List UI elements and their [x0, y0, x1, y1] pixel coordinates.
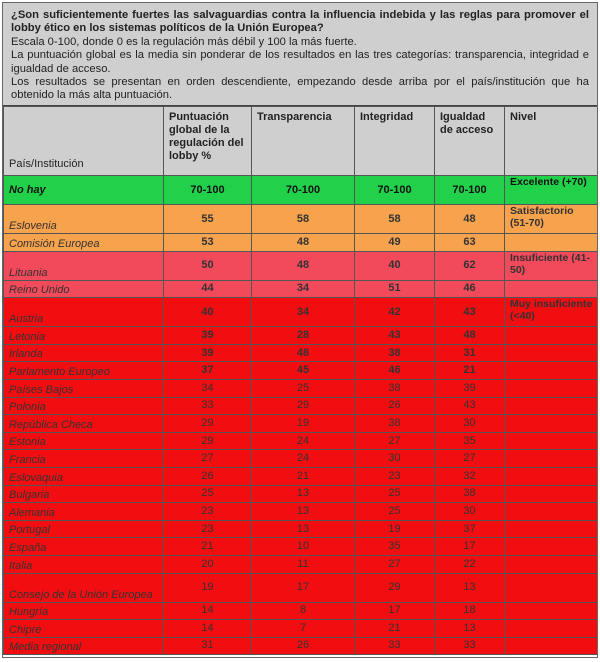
level-cell — [505, 280, 599, 298]
integrity-cell: 70-100 — [355, 176, 435, 205]
transparency-cell: 10 — [252, 538, 355, 556]
table-row — [4, 176, 599, 205]
table-row — [4, 234, 599, 252]
global-cell: 26 — [164, 467, 252, 485]
country-cell: Italia — [4, 555, 164, 573]
transparency-cell: 58 — [252, 205, 355, 234]
table-row — [4, 485, 599, 503]
equality-cell: 33 — [435, 637, 505, 655]
header-country: País/Institución — [4, 107, 164, 176]
integrity-cell: 49 — [355, 234, 435, 252]
integrity-cell: 25 — [355, 503, 435, 521]
equality-cell: 63 — [435, 234, 505, 252]
header-integrity: Integridad — [355, 107, 435, 176]
country-cell: República Checa — [4, 415, 164, 433]
level-cell: Insuficiente (41-50) — [505, 251, 599, 280]
transparency-cell: 21 — [252, 467, 355, 485]
global-cell: 20 — [164, 555, 252, 573]
global-cell: 33 — [164, 397, 252, 415]
global-cell: 29 — [164, 432, 252, 450]
question-text: ¿Son suficientemente fuertes las salvaguardias contra la influencia indebida y las reglas para promover el lobby ético en los sistemas políticos de la Unión Europea? — [11, 9, 589, 35]
table-row — [4, 362, 599, 380]
country-cell: Portugal — [4, 520, 164, 538]
equality-cell: 32 — [435, 467, 505, 485]
global-cell: 55 — [164, 205, 252, 234]
global-cell: 31 — [164, 637, 252, 655]
country-cell: Reino Unido — [4, 280, 164, 298]
integrity-cell: 27 — [355, 432, 435, 450]
integrity-cell: 46 — [355, 362, 435, 380]
transparency-cell: 70-100 — [252, 176, 355, 205]
table-row — [4, 467, 599, 485]
country-cell: Polonia — [4, 397, 164, 415]
transparency-cell: 11 — [252, 555, 355, 573]
equality-cell: 30 — [435, 415, 505, 433]
level-cell — [505, 573, 599, 602]
scale-text: Escala 0-100, donde 0 es la regulación más débil y 100 la más fuerte. — [11, 35, 357, 48]
table-row — [4, 637, 599, 655]
global-cell: 40 — [164, 298, 252, 327]
document-page — [2, 2, 598, 658]
global-cell: 14 — [164, 602, 252, 620]
header-equality: Igualdad de acceso — [435, 107, 505, 176]
table-row — [4, 573, 599, 602]
country-cell: Hungría — [4, 602, 164, 620]
global-cell: 39 — [164, 344, 252, 362]
equality-cell: 35 — [435, 432, 505, 450]
transparency-cell: 8 — [252, 602, 355, 620]
integrity-cell: 19 — [355, 520, 435, 538]
global-cell: 53 — [164, 234, 252, 252]
integrity-cell: 51 — [355, 280, 435, 298]
table-row — [4, 251, 599, 280]
equality-cell: 48 — [435, 205, 505, 234]
integrity-cell: 30 — [355, 450, 435, 468]
global-cell: 37 — [164, 362, 252, 380]
level-cell — [505, 450, 599, 468]
country-cell: Países Bajos — [4, 379, 164, 397]
table-row — [4, 555, 599, 573]
country-cell: Media regional — [4, 637, 164, 655]
transparency-cell: 34 — [252, 298, 355, 327]
level-cell — [505, 415, 599, 433]
transparency-cell: 45 — [252, 362, 355, 380]
country-cell: Bulgaria — [4, 485, 164, 503]
global-cell: 39 — [164, 327, 252, 345]
equality-cell: 43 — [435, 397, 505, 415]
header-level: Nivel — [505, 107, 599, 176]
level-cell — [505, 555, 599, 573]
integrity-cell: 29 — [355, 573, 435, 602]
equality-cell: 22 — [435, 555, 505, 573]
transparency-cell: 48 — [252, 251, 355, 280]
transparency-cell: 34 — [252, 280, 355, 298]
transparency-cell: 24 — [252, 432, 355, 450]
transparency-cell: 29 — [252, 397, 355, 415]
level-cell: Muy insuficiente (<40) — [505, 298, 599, 327]
country-cell: Irlanda — [4, 344, 164, 362]
global-cell: 14 — [164, 620, 252, 638]
integrity-cell: 38 — [355, 344, 435, 362]
global-cell: 29 — [164, 415, 252, 433]
integrity-cell: 38 — [355, 379, 435, 397]
transparency-cell: 19 — [252, 415, 355, 433]
level-cell — [505, 503, 599, 521]
country-cell: Parlamento Europeo — [4, 362, 164, 380]
table-body — [4, 176, 599, 655]
level-cell — [505, 485, 599, 503]
country-cell: Letonia — [4, 327, 164, 345]
equality-cell: 38 — [435, 485, 505, 503]
transparency-cell: 26 — [252, 637, 355, 655]
table-row — [4, 379, 599, 397]
integrity-cell: 42 — [355, 298, 435, 327]
country-cell: No hay — [4, 176, 164, 205]
level-cell — [505, 520, 599, 538]
equality-cell: 18 — [435, 602, 505, 620]
equality-cell: 17 — [435, 538, 505, 556]
equality-cell: 30 — [435, 503, 505, 521]
transparency-cell: 13 — [252, 485, 355, 503]
table-row — [4, 432, 599, 450]
table-row — [4, 298, 599, 327]
country-cell: Chipre — [4, 620, 164, 638]
global-cell: 19 — [164, 573, 252, 602]
table-row — [4, 620, 599, 638]
country-cell: Eslovaquia — [4, 467, 164, 485]
equality-cell: 70-100 — [435, 176, 505, 205]
integrity-cell: 27 — [355, 555, 435, 573]
level-cell — [505, 538, 599, 556]
country-cell: Comisión Europea — [4, 234, 164, 252]
level-cell — [505, 327, 599, 345]
table-header-row — [4, 107, 599, 176]
transparency-cell: 24 — [252, 450, 355, 468]
equality-cell: 39 — [435, 379, 505, 397]
level-cell — [505, 362, 599, 380]
integrity-cell: 23 — [355, 467, 435, 485]
level-cell — [505, 379, 599, 397]
integrity-cell: 26 — [355, 397, 435, 415]
transparency-cell: 13 — [252, 520, 355, 538]
integrity-cell: 21 — [355, 620, 435, 638]
integrity-cell: 43 — [355, 327, 435, 345]
country-cell: Eslovenia — [4, 205, 164, 234]
equality-cell: 27 — [435, 450, 505, 468]
table-row — [4, 280, 599, 298]
level-cell: Excelente (+70) — [505, 176, 599, 205]
integrity-cell: 17 — [355, 602, 435, 620]
equality-cell: 13 — [435, 620, 505, 638]
equality-cell: 48 — [435, 327, 505, 345]
country-cell: Consejo de la Unión Europea — [4, 573, 164, 602]
order-text: Los resultados se presentan en orden descendiente, empezando desde arriba por el país/institución que ha obtenido la más alta puntuación. — [11, 76, 589, 102]
level-cell: Satisfactorio (51-70) — [505, 205, 599, 234]
level-cell — [505, 467, 599, 485]
country-cell: Austria — [4, 298, 164, 327]
equality-cell: 43 — [435, 298, 505, 327]
global-cell: 27 — [164, 450, 252, 468]
table-row — [4, 397, 599, 415]
average-text: La puntuación global es la media sin ponderar de los resultados en las tres categorías: transparencia, integridad e igualdad de acceso. — [11, 49, 589, 75]
level-cell — [505, 432, 599, 450]
global-cell: 21 — [164, 538, 252, 556]
table-row — [4, 205, 599, 234]
table-row — [4, 520, 599, 538]
header-global: Puntuación global de la regulación del lobby % — [164, 107, 252, 176]
table-row — [4, 602, 599, 620]
integrity-cell: 33 — [355, 637, 435, 655]
global-cell: 34 — [164, 379, 252, 397]
lobby-score-table — [3, 106, 598, 655]
integrity-cell: 58 — [355, 205, 435, 234]
country-cell: Lituania — [4, 251, 164, 280]
global-cell: 25 — [164, 485, 252, 503]
global-cell: 50 — [164, 251, 252, 280]
transparency-cell: 13 — [252, 503, 355, 521]
level-cell — [505, 620, 599, 638]
transparency-cell: 28 — [252, 327, 355, 345]
integrity-cell: 35 — [355, 538, 435, 556]
equality-cell: 31 — [435, 344, 505, 362]
equality-cell: 46 — [435, 280, 505, 298]
level-cell — [505, 344, 599, 362]
table-row — [4, 450, 599, 468]
country-cell: Francia — [4, 450, 164, 468]
equality-cell: 62 — [435, 251, 505, 280]
country-cell: Estonia — [4, 432, 164, 450]
header-transparency: Transparencia — [252, 107, 355, 176]
transparency-cell: 48 — [252, 344, 355, 362]
integrity-cell: 38 — [355, 415, 435, 433]
equality-cell: 21 — [435, 362, 505, 380]
global-cell: 70-100 — [164, 176, 252, 205]
level-cell — [505, 397, 599, 415]
transparency-cell: 17 — [252, 573, 355, 602]
global-cell: 23 — [164, 520, 252, 538]
equality-cell: 13 — [435, 573, 505, 602]
transparency-cell: 7 — [252, 620, 355, 638]
country-cell: Alemania — [4, 503, 164, 521]
table-row — [4, 538, 599, 556]
integrity-cell: 40 — [355, 251, 435, 280]
table-row — [4, 503, 599, 521]
global-cell: 44 — [164, 280, 252, 298]
transparency-cell: 25 — [252, 379, 355, 397]
integrity-cell: 25 — [355, 485, 435, 503]
table-row — [4, 344, 599, 362]
global-cell: 23 — [164, 503, 252, 521]
table-row — [4, 415, 599, 433]
level-cell — [505, 234, 599, 252]
country-cell: España — [4, 538, 164, 556]
transparency-cell: 48 — [252, 234, 355, 252]
level-cell — [505, 602, 599, 620]
intro-box — [3, 3, 597, 106]
table-row — [4, 327, 599, 345]
level-cell — [505, 637, 599, 655]
equality-cell: 37 — [435, 520, 505, 538]
